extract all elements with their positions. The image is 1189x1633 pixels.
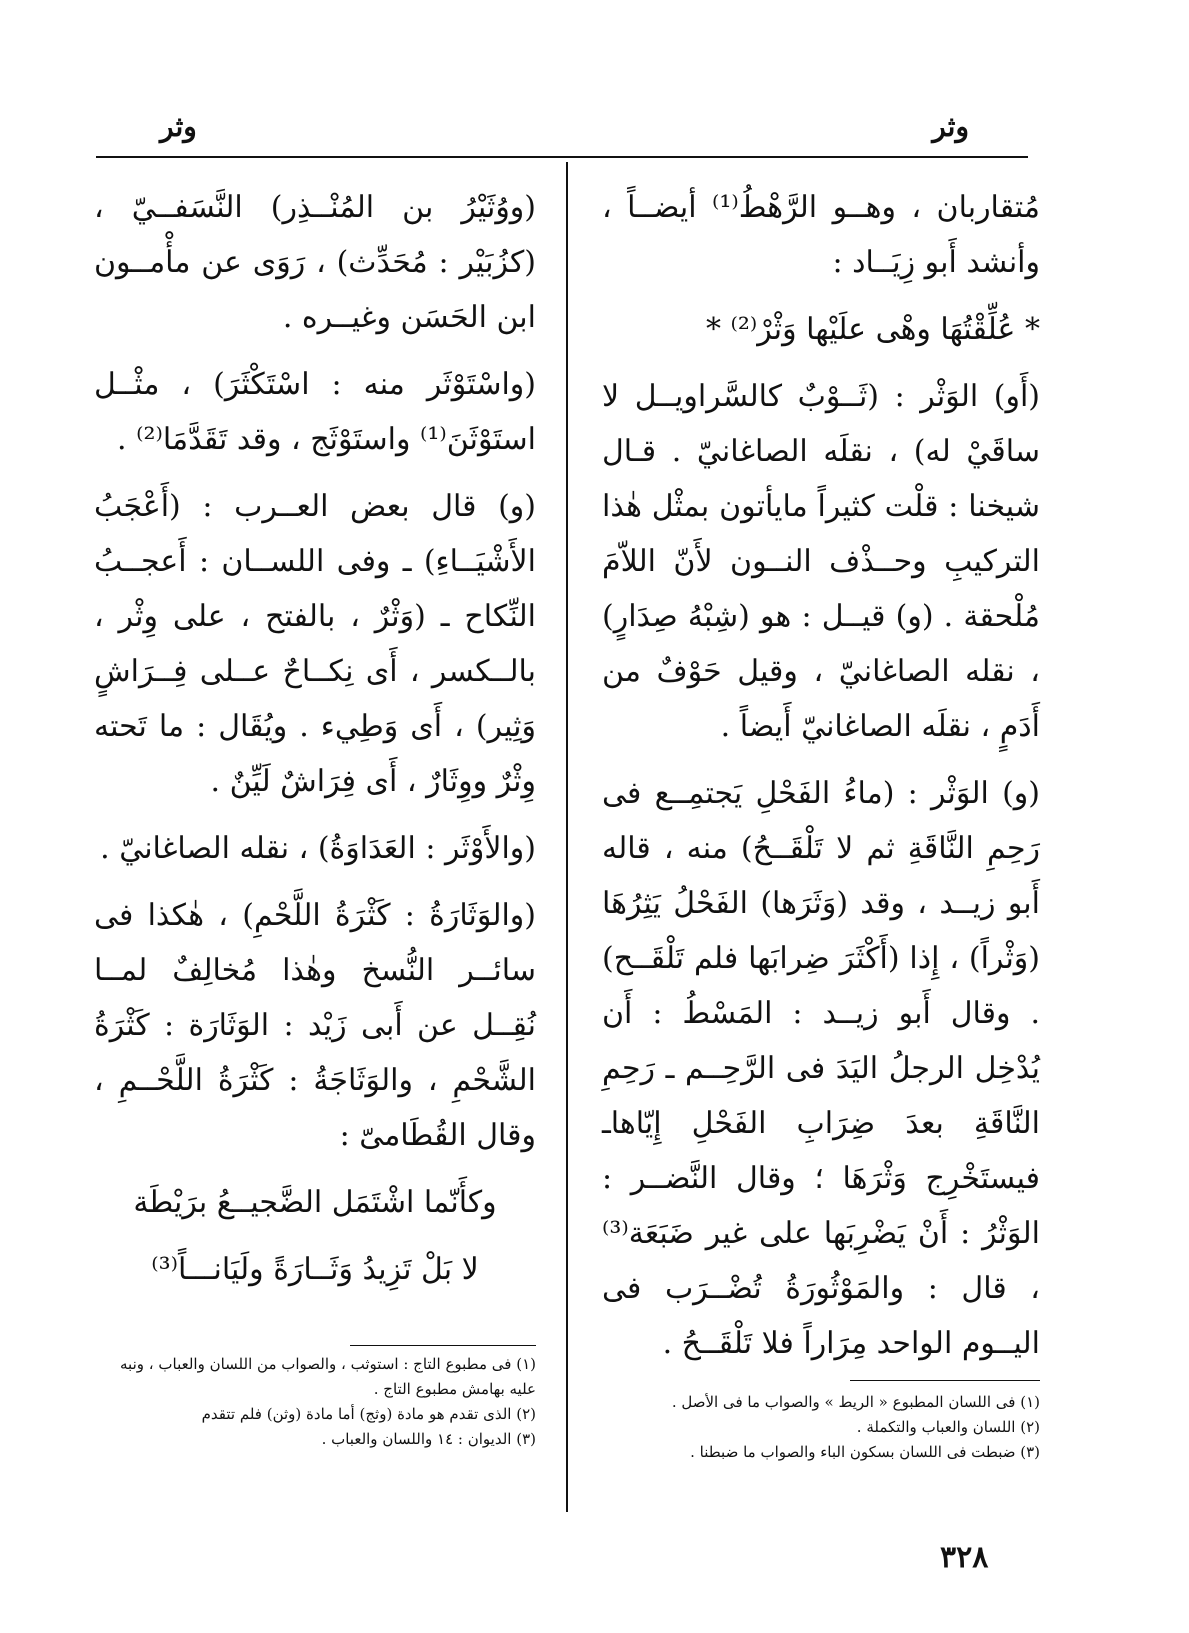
footnote: (٢) الذى تقدم هو مادة (وثج) أما مادة (وثن) فلم تتقدم: [201, 1405, 536, 1423]
poem-verse: [94, 1175, 536, 1297]
left-column: [94, 180, 536, 1309]
footnote-rule-left: [350, 1345, 536, 1346]
footnote: (٢) اللسان والعباب والتكملة .: [856, 1418, 1040, 1436]
footnote: (١) فى اللسان المطبوع « الريط » والصواب ما فى الأصل .: [671, 1393, 1040, 1411]
footnote: (٣) ضبطت فى اللسان بسكون الباء والصواب ما ضبطنا .: [690, 1443, 1040, 1461]
footnotes-right: [600, 1390, 1040, 1465]
paragraph: (أَو) الوَثْر : (ثَــوْبٌ كالسَّراويــل لا ساقَيْ له) ، نقلَه الصاغانيّ . قـال شيخنا : قلْت كثيراً مايأتون بمثْل هٰذا التركيبِ وحــذْف النــون لأَنّ اللاّمَ مُلْحقة . (و) قيــل : هو (شِبْهُ صِدَارٍ) ، نقله الصاغانيّ ، وقيل حَوْفٌ من أَدَمٍ ، نقلَه الصاغانيّ أَيضاً .: [602, 379, 1040, 744]
column-divider: [566, 162, 568, 1512]
page-number: ٣٢٨: [940, 1540, 989, 1575]
running-header-left: وثر: [160, 110, 197, 143]
right-column: [602, 180, 1040, 1383]
paragraph: (واسْتَوْثَر منه : اسْتَكْثَرَ) ، مثْــل استَوْثَنَ⁽¹⁾ واستَوْثَج ، وقد تَقَدَّمَا⁽²⁾ .: [94, 367, 536, 457]
verse-fragment: * عُلِّقْتُهَا وهْى علَيْها وَثْرْ⁽²⁾ *: [705, 312, 1040, 347]
header-rule: [96, 156, 1028, 158]
footnote-rule-right: [850, 1380, 1040, 1381]
footnote: (١) فى مطبوع التاج : استوثب ، والصواب من اللسان والعباب ، ونبه عليه بهامش مطبوع التاج .: [120, 1355, 536, 1398]
paragraph: (و) الوَثْر : (ماءُ الفَحْلِ يَجتمِــع فى رَحِمِ النَّاقَةِ ثم لا تَلْقَــحُ) منه ، قاله أَبو زيــد ، وقد (وَثَرَها) الفَحْلُ يَثِرُهَا (وَثْراً) ، إِذا (أَكْثَرَ ضِرابَها فلم تَلْقَــح) . وقال أَبو زيــد : المَسْطُ : أَن يُدْخِل الرجلُ اليَدَ فى الرَّحِــم ـ رَحِمِ النَّاقَةِ بعدَ ضِرَابِ الفَحْلِ إِيّاهاـ فيستَخْرِج وَثْرَهَا ؛ وقال النَّضــر : الوَثْرُ : أَنْ يَضْرِبَها على غير ضَبَعَة⁽³⁾ ، قال : والمَوْثُورَةُ تُضْــرَب فى اليــوم الواحد مِرَاراً فلا تَلْقَــحُ .: [602, 776, 1040, 1361]
paragraph: مُتقاربان ، وهــو الرَّهْطُ⁽¹⁾ أيضــاً ، وأنشد أَبو زِيَــاد :: [602, 190, 1040, 280]
verse-line-2: لا بَلْ تَزِيدُ وَثَــارَةً ولَيَانـــاً⁽³⁾: [151, 1252, 479, 1287]
footnote: (٣) الديوان : ١٤ واللسان والعباب .: [321, 1430, 536, 1448]
paragraph: (والأَوْثَر : العَدَاوَةُ) ، نقله الصاغانيّ .: [100, 831, 536, 866]
paragraph: (والوَثَارَةُ : كَثْرَةُ اللَّحْمِ) ، هٰكذا فى سائــر النُّسخ وهٰذا مُخالِفٌ لمــا نُقِــل عن أَبى زَيْد : الوَثَارَة : كَثْرَةُ الشَّحْمِ ، والوَثَاجَةُ : كَثْرَةُ اللَّحْــمِ ، وقال القُطَامىّ :: [94, 898, 536, 1153]
verse-line-1: وكأَنّما اشْتَمَل الضَّجيــعُ برَيْطَة: [133, 1185, 497, 1220]
paragraph: (ووُثَيْرُ بن المُنْــذِر) النَّسَفــيّ ، (كزُبَيْر : مُحَدِّث) ، رَوَى عن مأْمــون ابن الحَسَن وغيــره .: [94, 190, 536, 335]
paragraph: (و) قال بعض العــرب : (أَعْجَبُ الأَشْيَــاءِ) ـ وفى اللســان : أَعجــبُ النِّكاح ـ (وَثْرٌ ، بالفتح ، على وِثْر ، بالــكسر ، أَى نِكــاحٌ عــلى فِــرَاشٍ وَثِير) ، أَى وَطِيء . ويُقَال : ما تَحته وِثْرٌ ووِثَارٌ ، أَى فِرَاشٌ لَيِّنٌ .: [94, 489, 536, 799]
running-header-right: وثر: [932, 110, 969, 143]
footnotes-left: [94, 1352, 536, 1452]
